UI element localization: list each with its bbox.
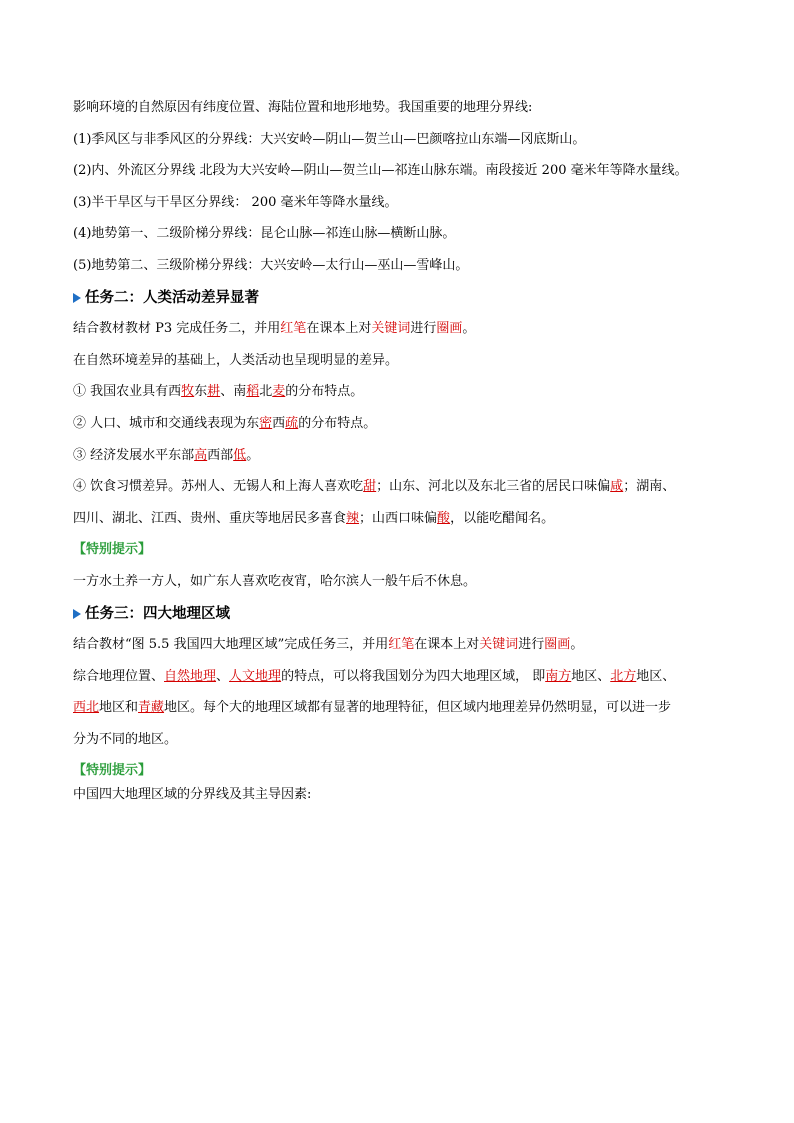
- boundary-item-4: (4)地势第一、二级阶梯分界线：昆仑山脉—祁连山脉—横断山脉。: [73, 226, 456, 242]
- triangle-bullet-icon: [73, 293, 81, 303]
- regions-para-line2: [73, 698, 733, 718]
- keyword: 南方: [545, 668, 572, 684]
- instr-text: 进行: [518, 637, 545, 653]
- text: ；山东、河北以及东北三省的居民口味偏: [376, 479, 611, 495]
- text: 北: [259, 384, 273, 400]
- boundary-item-2: (2)内、外流区分界线 北段为大兴安岭—阴山—贺兰山—祁连山脉东端。南段接近 200 毫米年等降水量线。: [73, 163, 688, 179]
- keyword: 北方: [610, 668, 637, 684]
- instr-text: 进行: [410, 321, 437, 337]
- instr-circle: 圈画: [436, 321, 463, 337]
- text: ；山西口味偏: [359, 510, 438, 526]
- text: ② 人口、城市和交通线表现为东: [73, 415, 260, 431]
- boundary-item-5: (5)地势第二、三级阶梯分界线：大兴安岭—太行山—巫山—雪峰山。: [73, 257, 469, 273]
- regions-para-line1: [73, 667, 733, 687]
- task3-hint-label: 【特别提示】: [73, 763, 152, 779]
- text: 的特点，可以将我国划分为四大地理区域， 即: [281, 668, 546, 684]
- keyword: 人文地理: [229, 668, 282, 684]
- task3-title: 任务三：四大地理区域: [85, 605, 230, 622]
- text: ③ 经济发展水平东部: [73, 447, 195, 463]
- text: ④ 饮食习惯差异。苏州人、无锡人和上海人喜欢吃: [73, 479, 364, 495]
- text: 地区和: [99, 700, 139, 716]
- task2-hint-text: 一方水土养一方人，如广东人喜欢吃夜宵，哈尔滨人一般午后不休息。: [73, 573, 477, 589]
- instr-text: 在课本上对: [414, 637, 480, 653]
- text: ，以能吃醋闻名。: [450, 510, 555, 526]
- keyword: 高: [194, 447, 208, 463]
- keyword: 辣: [346, 510, 360, 526]
- keyword: 耕: [207, 384, 221, 400]
- boundary-item-1: (1)季风区与非季风区的分界线：大兴安岭—阴山—贺兰山—巴颜喀拉山东端—冈底斯山。: [73, 131, 586, 147]
- boundary-item-3: (3)半干旱区与干旱区分界线： 200 毫米年等降水量线。: [73, 194, 398, 210]
- keyword: 西北: [73, 700, 100, 716]
- instr-keyword: 关键词: [479, 637, 519, 653]
- diet-point-line2: [73, 509, 733, 529]
- keyword: 低: [233, 447, 247, 463]
- instr-circle: 圈画: [544, 637, 571, 653]
- text: 的分布特点。: [285, 384, 364, 400]
- keyword: 自然地理: [164, 668, 217, 684]
- instr-text: 结合教材教材 P3 完成任务二，并用: [73, 321, 281, 337]
- text: 地区、: [636, 668, 676, 684]
- task2-lead: 在自然环境差异的基础上，人类活动也呈现明显的差异。: [73, 352, 399, 368]
- text: ① 我国农业具有西: [73, 384, 182, 400]
- instr-keyword: 关键词: [371, 321, 411, 337]
- instr-text: 。: [462, 321, 476, 337]
- text: 地区、: [571, 668, 611, 684]
- task3-hint-text: 中国四大地理区域的分界线及其主导因素:: [73, 787, 312, 803]
- task3-heading: [73, 604, 733, 624]
- diet-point-line1: [73, 477, 733, 497]
- keyword: 麦: [272, 384, 286, 400]
- instr-red-pen: 红笔: [388, 637, 415, 653]
- regions-para-line3: 分为不同的地区。: [73, 731, 178, 747]
- text: 。: [246, 447, 260, 463]
- text: 地区。每个大的地理区域都有显著的地理特征，但区域内地理差异仍然明显，可以进一步: [164, 700, 672, 716]
- task2-heading: [73, 288, 733, 308]
- text: 西: [272, 415, 286, 431]
- agriculture-point: [73, 382, 733, 402]
- text: 东: [194, 384, 208, 400]
- instr-text: 结合教材“图 5.5 我国四大地理区域”完成任务三，并用: [73, 637, 389, 653]
- task2-instruction: [73, 319, 733, 339]
- keyword: 青藏: [138, 700, 165, 716]
- keyword: 酸: [437, 510, 451, 526]
- text: 西部: [207, 447, 234, 463]
- keyword: 甜: [363, 479, 377, 495]
- text: 综合地理位置、: [73, 668, 165, 684]
- instr-text: 在课本上对: [306, 321, 372, 337]
- text: 、: [216, 668, 230, 684]
- instr-text: 。: [570, 637, 584, 653]
- keyword: 密: [259, 415, 273, 431]
- text: 四川、湖北、江西、贵州、重庆等地居民多喜食: [73, 510, 347, 526]
- triangle-bullet-icon: [73, 609, 81, 619]
- keyword: 牧: [181, 384, 195, 400]
- instr-red-pen: 红笔: [280, 321, 307, 337]
- task2-hint-label: 【特别提示】: [73, 542, 152, 558]
- text: ；湖南、: [623, 479, 676, 495]
- section1-intro: 影响环境的自然原因有纬度位置、海陆位置和地形地势。我国重要的地理分界线:: [73, 100, 533, 115]
- task2-title: 任务二：人类活动差异显著: [85, 289, 259, 306]
- text: 、南: [220, 384, 247, 400]
- keyword: 稻: [246, 384, 260, 400]
- keyword: 疏: [285, 415, 299, 431]
- population-point: [73, 414, 733, 434]
- economy-point: [73, 446, 733, 466]
- document-body: [73, 98, 733, 805]
- keyword: 咸: [610, 479, 624, 495]
- task3-instruction: [73, 635, 733, 655]
- text: 的分布特点。: [298, 415, 377, 431]
